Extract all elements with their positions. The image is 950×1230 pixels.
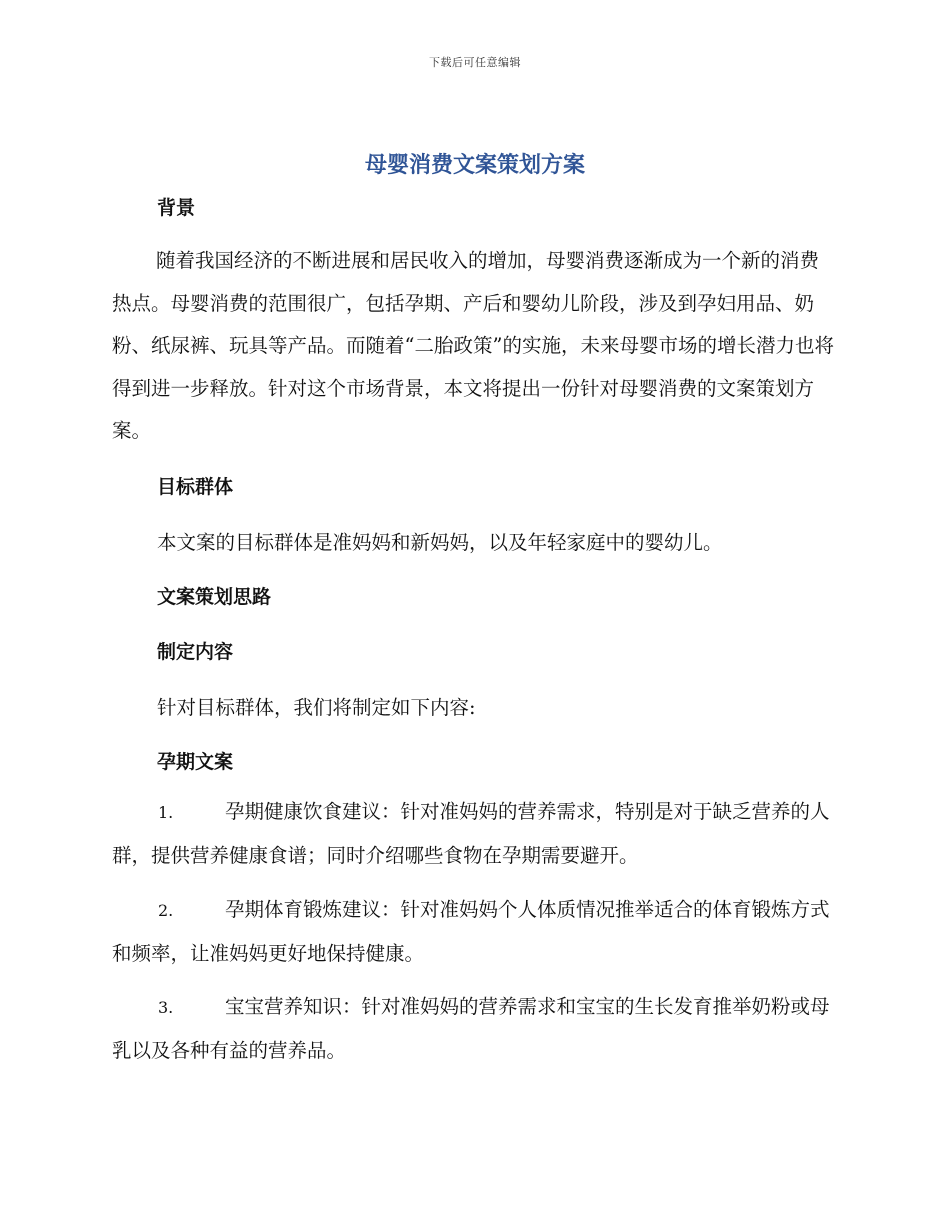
- list-item: [112, 889, 834, 975]
- list-item-number: 3.: [158, 998, 174, 1017]
- paragraph-background: 随着我国经济的不断进展和居民收入的增加，母婴消费逐渐成为一个新的消费热点。母婴消费的范围很广，包括孕期、产后和婴幼儿阶段，涉及到孕妇用品、奶粉、纸尿裤、玩具等产品。而随着“二胎政策”的实施，未来母婴市场的增长潜力也将得到进一步释放。针对这个市场背景，本文将提出一份针对母婴消费的文案策划方案。: [112, 249, 834, 442]
- list-item: [112, 986, 834, 1072]
- heading-pregnancy-copy: 孕期文案: [157, 751, 234, 773]
- paragraph-target-group: 本文案的目标群体是准妈妈和新妈妈，以及年轻家庭中的婴幼儿。: [157, 531, 723, 554]
- heading-copy-approach: 文案策划思路: [157, 586, 272, 608]
- list-item-text: 孕期健康饮食建议：针对准妈妈的营养需求，特别是对于缺乏营养的人群，提供营养健康食谱；同时介绍哪些食物在孕期需要避开。: [112, 800, 830, 867]
- list-item-number: 1.: [158, 803, 174, 822]
- list-item-number: 2.: [158, 901, 174, 920]
- page-header-note: 下载后可任意编辑: [429, 56, 521, 69]
- list-item-text: 孕期体育锻炼建议：针对准妈妈个人体质情况推举适合的体育锻炼方式和频率，让准妈妈更好地保持健康。: [112, 898, 830, 965]
- paragraph-content: 针对目标群体，我们将制定如下内容:: [157, 696, 476, 719]
- document-title: 母婴消费文案策划方案: [364, 153, 585, 178]
- heading-target-group: 目标群体: [157, 476, 234, 498]
- list-item: [112, 791, 834, 877]
- heading-content: 制定内容: [157, 641, 234, 663]
- list-item-text: 宝宝营养知识：针对准妈妈的营养需求和宝宝的生长发育推举奶粉或母乳以及各种有益的营养品。: [112, 995, 830, 1062]
- heading-background: 背景: [157, 197, 196, 219]
